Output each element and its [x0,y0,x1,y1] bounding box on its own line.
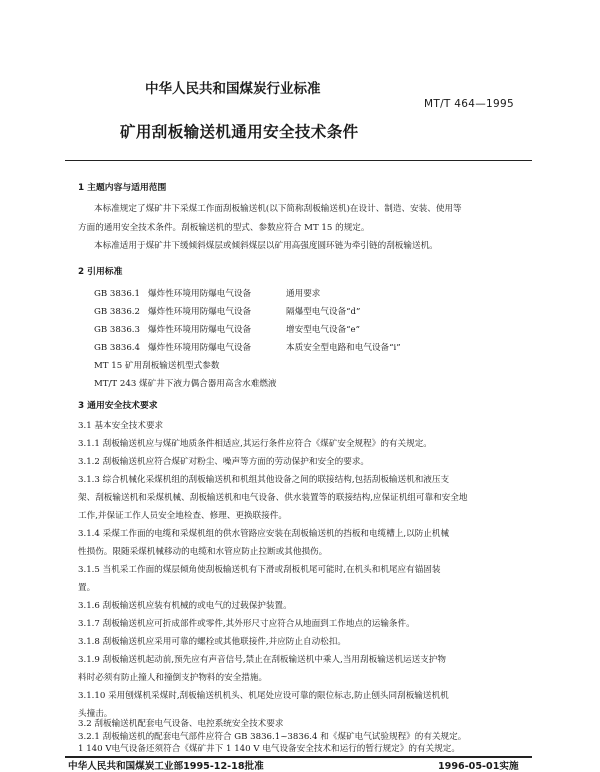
reference-gb3836-1 [94,288,320,300]
section-1-para-2: 本标准适用于煤矿井下缓倾斜煤层或倾斜煤层以矿用高强度圆环链为牵引链的刮板输送机。 [94,241,438,251]
effective-date: 1996-05-01实施 [438,761,519,772]
reference-mt15: MT 15 矿用刮板输送机型式参数 [94,361,220,371]
reference-code: GB 3836.1 [94,289,140,299]
reference-subtitle: 增安型电气设备“e” [286,325,361,335]
section-1-heading: 1 主题内容与适用范围 [78,183,167,193]
clause-3-2: 3.2 刮板输送机配套电气设备、电控系统安全技术要求 [78,719,284,729]
clause-3-1-9-line-1: 3.1.9 刮板输送机起动前,预先应有声音信号,禁止在刮板输送机中乘人,当用刮板输送机运送支护物 [78,655,446,665]
clause-3-1-2: 3.1.2 刮板输送机应符合煤矿对粉尘、噪声等方面的劳动保护和安全的要求。 [78,457,370,467]
reference-code: GB 3836.2 [94,307,140,317]
clause-3-2-1-line-2: 1 140 V电气设备还须符合《煤矿井下 1 140 V 电气设备安全技术和运行的暂行规定》的有关规定。 [78,744,460,754]
reference-title: 爆炸性环境用防爆电气设备 [148,289,252,299]
clause-3-1-4-line-1: 3.1.4 采煤工作面的电缆和采煤机组的供水管路应安装在刮板输送机的挡板和电缆槽上,以防止机械 [78,529,450,539]
reference-gb3836-3 [94,324,360,336]
approval-note: 中华人民共和国煤炭工业部1995-12-18批准 [68,761,264,772]
section-2-heading: 2 引用标准 [78,267,123,277]
reference-code: GB 3836.3 [94,325,140,335]
clause-3-1-7: 3.1.7 刮板输送机应可折成部件或零件,其外形尺寸应符合从地面到工作地点的运输条件。 [78,619,415,629]
clause-3-1-5-line-1: 3.1.5 当机采工作面的煤层倾角使刮板输送机有下滑或刮板机尾可能时,在机头和机尾应有锚固装 [78,565,441,575]
reference-code: GB 3836.4 [94,343,140,353]
issuing-authority: 中华人民共和国煤炭行业标准 [145,81,321,97]
reference-title: 爆炸性环境用防爆电气设备 [148,343,252,353]
clause-3-1: 3.1 基本安全技术要求 [78,421,164,431]
clause-3-1-9-line-2: 料时必须有防止撞人和撞倒支护物料的安全措施。 [78,673,268,683]
clause-3-1-5-line-2: 置。 [78,583,96,593]
clause-3-1-3-line-3: 工作,并保证工作人员安全地检查、修理、更换联接件。 [78,511,287,521]
section-1-para-1-line-2: 方面的通用安全技术条件。刮板输送机的型式、参数应符合 MT 15 的规定。 [78,223,370,233]
reference-subtitle: 隔爆型电气设备“d” [286,307,361,317]
reference-title: 爆炸性环境用防爆电气设备 [148,307,252,317]
section-3-heading: 3 通用安全技术要求 [78,401,158,411]
standard-code: MT/T 464—1995 [424,98,514,110]
clause-3-1-4-line-2: 性损伤。限随采煤机械移动的电缆和水管应防止拉断或其他损伤。 [78,547,328,557]
reference-mt-t243: MT/T 243 煤矿井下液力偶合器用高含水难燃液 [94,379,277,389]
clause-3-1-10-line-1: 3.1.10 采用刨煤机采煤时,刮板输送机机头、机尾处应设可靠的限位标志,防止刨头同刮板输送机机 [78,691,449,701]
clause-3-1-3-line-1: 3.1.3 综合机械化采煤机组的刮板输送机和机组其他设备之间的联接结构,包括刮板输送机和液压支 [78,475,450,485]
document-title: 矿用刮板输送机通用安全技术条件 [120,123,359,141]
clause-3-1-6: 3.1.6 刮板输送机应装有机械的或电气的过载保护装置。 [78,601,292,611]
reference-title: 爆炸性环境用防爆电气设备 [148,325,252,335]
reference-subtitle: 通用要求 [286,289,321,299]
reference-subtitle: 本质安全型电路和电气设备“i” [286,343,401,353]
clause-3-1-3-line-2: 架、刮板输送机和采煤机械、刮板输送机和电气设备、供水装置等的联接结构,应保证机组可靠和安全地 [78,493,468,503]
clause-3-1-1: 3.1.1 刮板输送机应与煤矿地质条件相适应,其运行条件应符合《煤矿安全规程》的有关规定。 [78,439,432,449]
reference-gb3836-2 [94,306,360,318]
section-1-para-1-line-1: 本标准规定了煤矿井下采煤工作面刮板输送机(以下简称刮板输送机)在设计、制造、安装、使用等 [94,204,462,214]
clause-3-1-8: 3.1.8 刮板输送机应采用可靠的螺栓或其他联接件,并应防止自动松扣。 [78,637,346,647]
header-divider [65,160,532,161]
reference-gb3836-4 [94,342,401,354]
clause-3-1-10-line-2: 头撞击。 [78,709,113,719]
clause-3-2-1-line-1: 3.2.1 刮板输送机的配套电气部件应符合 GB 3836.1~3836.4 和《煤矿电气试验规程》的有关规定。 [78,732,467,742]
